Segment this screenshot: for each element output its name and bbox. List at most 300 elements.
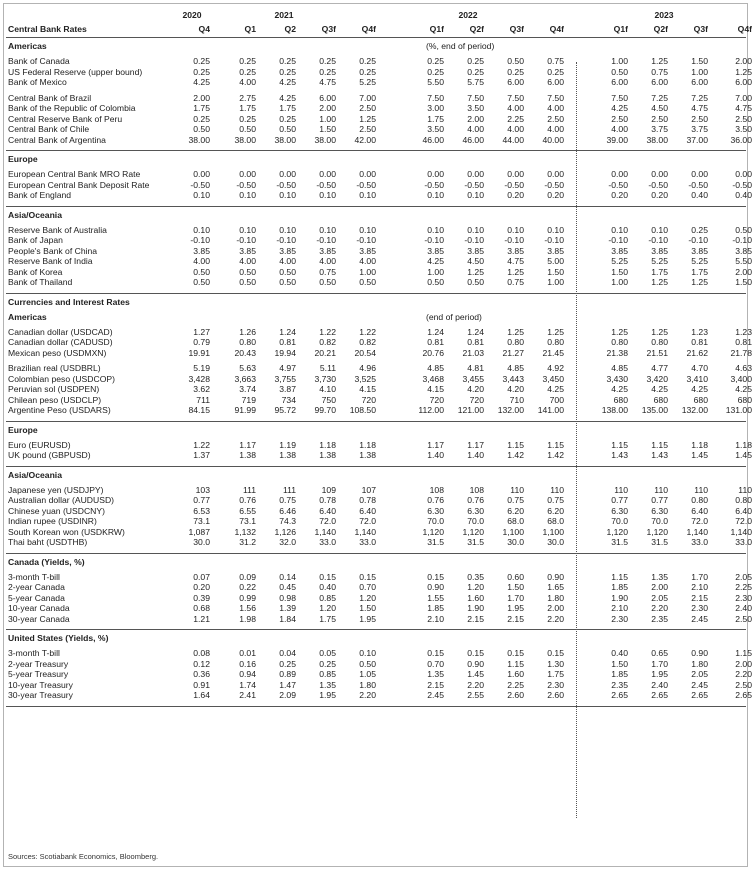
year-label: 2023 — [654, 10, 674, 20]
cell-value: 1.90 — [611, 592, 628, 603]
table-row — [6, 235, 752, 246]
cell-value: 0.85 — [319, 592, 336, 603]
cell-value: 99.70 — [314, 405, 336, 415]
cell-value: 2.45 — [427, 690, 444, 700]
cell-value: 20.21 — [314, 347, 336, 358]
cell-value: 38.00 — [274, 134, 296, 145]
cell-value: 121.00 — [457, 405, 484, 415]
cell-value: 1.25 — [691, 277, 708, 287]
major-section-title — [6, 297, 746, 308]
cell-value: 39.00 — [606, 134, 628, 145]
cell-value: 0.78 — [319, 495, 336, 505]
cell-value: 6.40 — [319, 505, 336, 516]
cell-value: 4.10 — [319, 384, 336, 394]
cell-value: 2.35 — [611, 679, 628, 690]
cell-value: 4.25 — [193, 77, 210, 87]
cell-value: 4.00 — [507, 124, 524, 134]
cell-value: 19.94 — [274, 347, 296, 358]
cell-value: 1.75 — [691, 266, 708, 277]
cell-value: 6.30 — [651, 505, 668, 516]
cell-value: 0.10 — [239, 224, 256, 235]
cell-value: 0.81 — [427, 337, 444, 347]
cell-value: 3,400 — [730, 373, 752, 384]
cell-value: 1.17 — [239, 439, 256, 450]
section-divider — [6, 293, 746, 294]
section-header-row — [6, 312, 746, 323]
cell-value: 70.0 — [651, 516, 668, 526]
quarter-label: Q2 — [284, 24, 296, 34]
cell-value: 1.24 — [279, 326, 296, 337]
section-header: Americas — [8, 311, 47, 322]
cell-value: 1.43 — [611, 450, 628, 460]
row-label: Reserve Bank of Australia — [8, 224, 107, 235]
cell-value: 0.25 — [507, 66, 524, 77]
cell-value: 2.00 — [547, 603, 564, 613]
cell-value: 1.30 — [547, 658, 564, 669]
cell-value: -0.50 — [276, 179, 296, 190]
cell-value: 3.85 — [427, 245, 444, 256]
cell-value: 1.74 — [239, 679, 256, 690]
cell-value: 1.39 — [279, 603, 296, 613]
year-label: 2021 — [274, 10, 294, 20]
cell-value: 0.10 — [279, 224, 296, 235]
row-label: Australian dollar (AUDUSD) — [8, 495, 115, 505]
cell-value: 1.25 — [611, 326, 628, 337]
cell-value: 4.25 — [691, 384, 708, 394]
cell-value: 31.2 — [239, 537, 256, 547]
cell-value: 0.20 — [547, 190, 564, 200]
cell-value: 0.50 — [507, 56, 524, 66]
cell-value: 0.80 — [239, 337, 256, 347]
cell-value: 2.15 — [691, 592, 708, 603]
cell-value: 0.35 — [467, 571, 484, 582]
cell-value: 0.77 — [193, 495, 210, 505]
cell-value: 0.10 — [359, 224, 376, 235]
cell-value: 0.00 — [691, 169, 708, 179]
cell-value: 4.97 — [279, 363, 296, 373]
row-label: Brazilian real (USDBRL) — [8, 363, 101, 373]
table-row — [6, 679, 752, 691]
cell-value: 7.50 — [427, 92, 444, 103]
row-label: Bank of Korea — [8, 266, 63, 277]
cell-value: 0.25 — [547, 66, 564, 77]
cell-value: 1.70 — [507, 592, 524, 603]
cell-value: 70.0 — [611, 516, 628, 526]
cell-value: 2.50 — [547, 113, 564, 124]
cell-value: 33.0 — [691, 537, 708, 547]
cell-value: 0.00 — [319, 169, 336, 179]
cell-value: 720 — [469, 394, 484, 405]
cell-value: 0.50 — [359, 277, 376, 287]
cell-value: 0.70 — [427, 658, 444, 669]
cell-value: 0.75 — [547, 56, 564, 66]
cell-value: 4.00 — [547, 124, 564, 134]
row-label: Chilean peso (USDCLP) — [8, 394, 102, 405]
cell-value: 4.50 — [467, 256, 484, 266]
cell-value: 0.98 — [279, 592, 296, 603]
cell-value: 4.75 — [507, 256, 524, 266]
cell-value: 4.25 — [279, 77, 296, 87]
cell-value: 1.18 — [359, 439, 376, 450]
cell-value: 30.0 — [193, 537, 210, 547]
cell-value: 0.15 — [319, 571, 336, 582]
cell-value: 4.25 — [611, 384, 628, 394]
cell-value: 1.84 — [279, 613, 296, 624]
cell-value: 0.50 — [467, 277, 484, 287]
cell-value: 0.50 — [193, 124, 210, 134]
cell-value: -0.10 — [190, 235, 210, 245]
row-label: 3-month T-bill — [8, 648, 60, 658]
cell-value: 3.85 — [319, 245, 336, 256]
cell-value: 0.00 — [427, 169, 444, 179]
cell-value: 0.00 — [193, 169, 210, 179]
cell-value: -0.10 — [316, 235, 336, 245]
table-row — [6, 648, 752, 659]
cell-value: 21.62 — [686, 347, 708, 358]
cell-value: 1.17 — [427, 439, 444, 450]
cell-value: 2.50 — [359, 124, 376, 134]
quarter-label: Q3f — [321, 24, 336, 34]
table-row — [6, 658, 752, 670]
table-row — [6, 103, 752, 114]
cell-value: 0.94 — [239, 669, 256, 679]
cell-value: 1.38 — [319, 450, 336, 460]
cell-value: 1.45 — [735, 450, 752, 460]
cell-value: 1.25 — [467, 266, 484, 277]
cell-value: 1.00 — [359, 266, 376, 277]
cell-value: 0.00 — [547, 169, 564, 179]
cell-value: 4.00 — [239, 77, 256, 87]
cell-value: 1.70 — [651, 658, 668, 669]
cell-value: 720 — [429, 394, 444, 405]
cell-value: 1.75 — [547, 669, 564, 679]
cell-value: 0.25 — [427, 56, 444, 66]
cell-value: 0.25 — [193, 113, 210, 124]
cell-value: 6.40 — [735, 505, 752, 516]
cell-value: 1.24 — [427, 326, 444, 337]
cell-value: 0.77 — [651, 495, 668, 505]
cell-value: 108 — [429, 484, 444, 495]
cell-value: 0.50 — [239, 266, 256, 277]
cell-value: 1.70 — [691, 571, 708, 582]
row-label: Reserve Bank of India — [8, 256, 93, 266]
row-label: European Central Bank MRO Rate — [8, 169, 141, 179]
cell-value: 110 — [738, 484, 752, 495]
cell-value: 0.10 — [239, 190, 256, 200]
cell-value: 734 — [281, 394, 296, 405]
cell-value: 6.30 — [611, 505, 628, 516]
cell-value: 1.19 — [279, 439, 296, 450]
cell-value: 110 — [694, 484, 708, 495]
cell-value: 0.25 — [279, 113, 296, 124]
row-label: Indian rupee (USDINR) — [8, 516, 97, 526]
cell-value: 2.00 — [735, 658, 752, 669]
cell-value: 2.30 — [735, 592, 752, 603]
cell-value: 2.35 — [651, 613, 668, 624]
cell-value: 0.80 — [691, 495, 708, 505]
cell-value: 0.75 — [547, 495, 564, 505]
cell-value: 0.00 — [467, 169, 484, 179]
cell-value: 0.15 — [467, 648, 484, 658]
table-row — [6, 582, 752, 593]
cell-value: 3.85 — [691, 245, 708, 256]
section-divider — [6, 206, 746, 207]
table-row — [6, 256, 752, 267]
cell-value: 0.25 — [279, 658, 296, 669]
cell-value: 2.30 — [611, 613, 628, 624]
cell-value: 0.76 — [427, 495, 444, 505]
table-row — [6, 690, 752, 701]
cell-value: 0.82 — [359, 337, 376, 347]
cell-value: 46.00 — [422, 134, 444, 145]
cell-value: 2.45 — [691, 679, 708, 690]
cell-value: 2.50 — [691, 113, 708, 124]
cell-value: 3.75 — [691, 124, 708, 134]
quarter-label: Q1 — [244, 24, 256, 34]
cell-value: 2.30 — [547, 679, 564, 690]
row-label: 3-month T-bill — [8, 571, 60, 582]
cell-value: 0.50 — [239, 124, 256, 134]
cell-value: 4.00 — [547, 103, 564, 113]
cell-value: 3.85 — [359, 245, 376, 256]
cell-value: 0.15 — [547, 648, 564, 658]
cell-value: 1.38 — [239, 450, 256, 460]
section-header-row — [6, 557, 746, 568]
cell-value: 2.10 — [611, 603, 628, 613]
cell-value: 4.25 — [427, 256, 444, 266]
cell-value: 4.70 — [691, 363, 708, 373]
cell-value: 2.00 — [467, 113, 484, 124]
cell-value: 0.80 — [735, 495, 752, 505]
cell-value: 0.50 — [611, 66, 628, 77]
cell-value: 0.25 — [319, 56, 336, 66]
cell-value: 21.27 — [502, 347, 524, 358]
table-row — [6, 337, 752, 348]
cell-value: 6.53 — [193, 505, 210, 516]
cell-value: 1.35 — [427, 669, 444, 679]
cell-value: 0.78 — [359, 495, 376, 505]
cell-value: -0.10 — [236, 235, 256, 245]
quarter-label: Q1f — [613, 24, 628, 34]
cell-value: 1.25 — [651, 326, 668, 337]
cell-value: 32.0 — [279, 537, 296, 547]
cell-value: 0.10 — [319, 224, 336, 235]
cell-value: 4.75 — [691, 103, 708, 113]
cell-value: 2.50 — [735, 613, 752, 624]
cell-value: 2.25 — [507, 113, 524, 124]
cell-value: -0.50 — [356, 179, 376, 190]
cell-value: 1.85 — [427, 603, 444, 613]
cell-value: 1.85 — [611, 582, 628, 592]
cell-value: 112.00 — [418, 405, 444, 415]
cell-value: 6.40 — [691, 505, 708, 516]
cell-value: 1.95 — [319, 690, 336, 700]
row-label: Central Bank of Argentina — [8, 134, 106, 145]
table-row — [6, 179, 752, 191]
cell-value: 38.00 — [188, 134, 210, 145]
section-header-row — [6, 633, 746, 644]
cell-value: 4.77 — [651, 363, 668, 373]
cell-value: 1.65 — [547, 582, 564, 592]
table-row — [6, 347, 752, 359]
cell-value: 1.60 — [507, 669, 524, 679]
cell-value: 2.25 — [735, 582, 752, 592]
cell-value: 4.00 — [507, 103, 524, 113]
table-row — [6, 571, 752, 583]
cell-value: 3.50 — [735, 124, 752, 134]
cell-value: 73.1 — [239, 516, 256, 526]
cell-value: 1.25 — [651, 56, 668, 66]
table-row — [6, 326, 752, 338]
cell-value: 0.75 — [507, 495, 524, 505]
cell-value: 33.0 — [359, 537, 376, 547]
cell-value: 4.00 — [467, 124, 484, 134]
cell-value: 1.75 — [319, 613, 336, 624]
cell-value: -0.50 — [608, 179, 628, 190]
cell-value: 1.37 — [193, 450, 210, 460]
cell-value: 20.43 — [234, 347, 256, 358]
cell-value: 1.00 — [691, 66, 708, 77]
cell-value: 1.50 — [547, 266, 564, 277]
cell-value: 0.70 — [359, 582, 376, 592]
cell-value: 1.80 — [547, 592, 564, 603]
cell-value: 0.50 — [279, 266, 296, 277]
cell-value: 680 — [613, 394, 628, 405]
year-header-row — [6, 10, 746, 21]
cell-value: 2.10 — [691, 582, 708, 592]
cell-value: 1.05 — [359, 669, 376, 679]
cell-value: 2.55 — [467, 690, 484, 700]
quarter-header-row — [6, 24, 752, 35]
cell-value: -0.10 — [464, 235, 484, 245]
cell-value: 6.00 — [547, 77, 564, 87]
cell-value: -0.50 — [732, 179, 752, 190]
cell-value: 2.50 — [611, 113, 628, 124]
table-row — [6, 669, 752, 680]
cell-value: 1,132 — [234, 526, 256, 537]
cell-value: 44.00 — [502, 134, 524, 145]
cell-value: 3.85 — [279, 245, 296, 256]
cell-value: 0.25 — [467, 56, 484, 66]
cell-value: 3,755 — [274, 373, 296, 384]
cell-value: 0.81 — [279, 337, 296, 347]
cell-value: 0.12 — [193, 658, 210, 669]
year-label: 2020 — [182, 10, 202, 20]
cell-value: 138.00 — [601, 405, 628, 415]
row-label: US Federal Reserve (upper bound) — [8, 66, 143, 77]
cell-value: 3,450 — [542, 373, 564, 384]
cell-value: 5.00 — [547, 256, 564, 266]
cell-value: 1,140 — [314, 526, 336, 537]
cell-value: 0.00 — [279, 169, 296, 179]
cell-value: 7.50 — [611, 92, 628, 103]
cell-value: 2.00 — [735, 56, 752, 66]
cell-value: 68.0 — [547, 516, 564, 526]
cell-value: 710 — [509, 394, 524, 405]
cell-value: 2.40 — [735, 603, 752, 613]
cell-value: 0.25 — [279, 66, 296, 77]
section-header-row — [6, 425, 746, 436]
cell-value: 72.0 — [735, 516, 752, 526]
cell-value: 4.75 — [735, 103, 752, 113]
cell-value: 108 — [469, 484, 484, 495]
cell-value: 4.15 — [427, 384, 444, 394]
cell-value: -0.10 — [732, 235, 752, 245]
cell-value: 1.56 — [239, 603, 256, 613]
cell-value: 2.20 — [547, 613, 564, 624]
cell-value: 21.51 — [646, 347, 668, 358]
cell-value: 0.91 — [193, 679, 210, 690]
table-row — [6, 484, 752, 496]
header-rule — [6, 37, 746, 38]
table-row — [6, 592, 752, 604]
cell-value: 1.50 — [359, 603, 376, 613]
cell-value: 0.82 — [319, 337, 336, 347]
cell-value: 72.0 — [359, 516, 376, 526]
cell-value: 1.42 — [547, 450, 564, 460]
cell-value: 1.00 — [319, 113, 336, 124]
cell-value: 3,730 — [314, 373, 336, 384]
row-label: Colombian peso (USDCOP) — [8, 373, 115, 384]
row-label: Canadian dollar (USDCAD) — [8, 326, 113, 337]
year-label: 2022 — [458, 10, 478, 20]
cell-value: 1.23 — [735, 326, 752, 337]
cell-value: 0.81 — [691, 337, 708, 347]
cell-value: 0.65 — [651, 648, 668, 658]
cell-value: -0.10 — [688, 235, 708, 245]
cell-value: 0.10 — [427, 190, 444, 200]
section-header-row — [6, 210, 746, 221]
cell-value: 1.18 — [319, 439, 336, 450]
cell-value: 5.50 — [427, 77, 444, 87]
cell-value: 4.00 — [279, 256, 296, 266]
cell-value: 21.03 — [462, 347, 484, 358]
cell-value: 1.60 — [467, 592, 484, 603]
cell-value: 2.25 — [507, 679, 524, 690]
cell-value: 1.25 — [651, 277, 668, 287]
cell-value: 3.50 — [427, 124, 444, 134]
cell-value: 110 — [510, 484, 524, 495]
row-label: Euro (EURUSD) — [8, 439, 71, 450]
cell-value: 21.78 — [730, 347, 752, 358]
cell-value: 1.15 — [611, 439, 628, 450]
cell-value: 750 — [321, 394, 336, 405]
cell-value: 0.50 — [735, 224, 752, 235]
cell-value: 1.15 — [611, 571, 628, 582]
cell-value: 0.25 — [239, 56, 256, 66]
cell-value: 3.75 — [651, 124, 668, 134]
cell-value: 1.80 — [359, 679, 376, 690]
cell-value: 4.25 — [735, 384, 752, 394]
cell-value: 0.00 — [359, 169, 376, 179]
cell-value: 1.18 — [735, 439, 752, 450]
table-row — [6, 277, 752, 288]
cell-value: 5.25 — [651, 256, 668, 266]
cell-value: 2.05 — [735, 571, 752, 582]
cell-value: 0.25 — [239, 113, 256, 124]
cell-value: 1.20 — [467, 582, 484, 592]
row-label: Argentine Peso (USDARS) — [8, 405, 111, 415]
cell-value: 0.10 — [359, 190, 376, 200]
cell-value: 110 — [550, 484, 564, 495]
cell-value: -0.50 — [688, 179, 708, 190]
cell-value: 0.10 — [359, 648, 376, 658]
cell-value: 4.00 — [611, 124, 628, 134]
cell-value: 2.15 — [507, 613, 524, 624]
cell-value: 1,120 — [462, 526, 484, 537]
table-row — [6, 266, 752, 278]
cell-value: 0.99 — [239, 592, 256, 603]
